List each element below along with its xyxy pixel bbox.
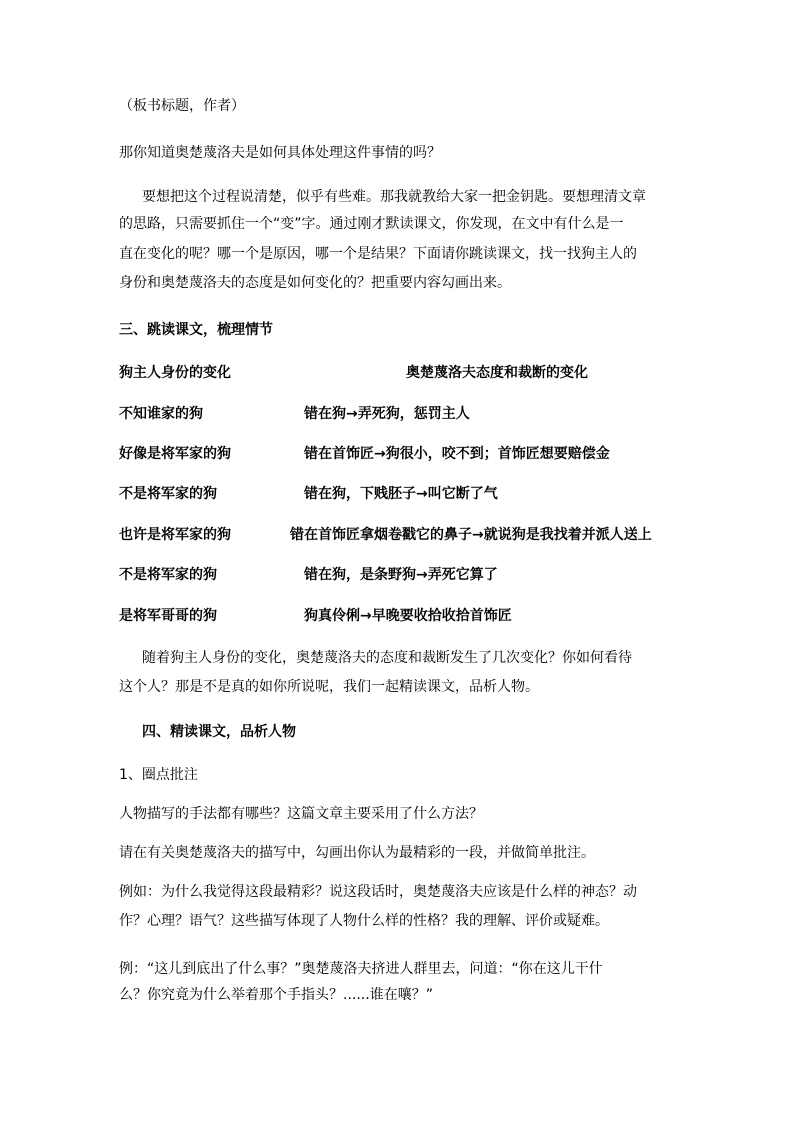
example-2-line-1: 例：“这儿到底出了什么事？”奥楚蔑洛夫挤进人群里去，问道：“你在这儿干什 (119, 961, 603, 977)
item-1-heading: 1、圈点批注 (119, 767, 198, 783)
table-row-5-right: 错在狗，是条野狗→弄死它算了 (304, 567, 498, 583)
section-3-heading: 三、跳读课文，梳理情节 (119, 322, 273, 338)
table-row-5-left: 不是将军家的狗 (119, 567, 217, 583)
paragraph-1-line-3: 直在变化的呢？哪一个是原因，哪一个是结果？下面请你跳读课文，找一找狗主人的 (119, 246, 637, 262)
paragraph-2-line-1: 随着狗主人身份的变化，奥楚蔑洛夫的态度和裁断发生了几次变化？你如何看待 (142, 650, 632, 666)
table-row-2-left: 好像是将军家的狗 (119, 446, 231, 462)
section-4-heading: 四、精读课文，品析人物 (142, 724, 296, 740)
table-row-1-left: 不知谁家的狗 (119, 406, 203, 422)
table-row-3-left: 不是将军家的狗 (119, 486, 217, 502)
example-1-line-2: 作？心理？语气？这些描写体现了人物什么样的性格？我的理解、评价或疑难。 (119, 913, 609, 929)
table-row-4-left: 也许是将军家的狗 (119, 527, 231, 543)
question-line: 那你知道奥楚蔑洛夫是如何具体处理这件事情的吗？ (119, 145, 441, 161)
example-2-line-2: 么？你究竟为什么举着那个手指头？......谁在嚷？” (119, 987, 433, 1003)
example-1-line-1: 例如：为什么我觉得这段最精彩？说这段话时，奥楚蔑洛夫应该是什么样的神态？动 (119, 884, 637, 900)
table-row-2-right: 错在首饰匠→狗很小，咬不到；首饰匠想要赔偿金 (304, 446, 610, 462)
paragraph-1-line-2: 的思路，只需要抓住一个“变”字。通过刚才默读课文，你发现，在文中有什么是一 (119, 216, 624, 232)
table-row-6-right: 狗真伶俐→早晚要收拾收拾首饰匠 (304, 608, 512, 624)
board-title-note: （板书标题，作者） (119, 98, 245, 114)
paragraph-2-line-2: 这个人？那是不是真的如你所说呢，我们一起精读课文，品析人物。 (119, 679, 539, 695)
table-row-4-right: 错在首饰匠拿烟卷戳它的鼻子→就说狗是我找着并派人送上 (290, 527, 652, 543)
question-1: 人物描写的手法都有哪些？这篇文章主要采用了什么方法？ (119, 806, 483, 822)
question-2: 请在有关奥楚蔑洛夫的描写中，勾画出你认为最精彩的一段，并做简单批注。 (119, 845, 595, 861)
table-header-right: 奥楚蔑洛夫态度和裁断的变化 (406, 365, 588, 381)
table-header-left: 狗主人身份的变化 (119, 365, 231, 381)
paragraph-1-line-1: 要想把这个过程说清楚，似乎有些难。那我就教给大家一把金钥匙。要想理清文章 (142, 189, 646, 205)
table-row-1-right: 错在狗→弄死狗，惩罚主人 (304, 406, 470, 422)
table-row-6-left: 是将军哥哥的狗 (119, 608, 217, 624)
paragraph-1-line-4: 身份和奥楚蔑洛夫的态度是如何变化的？把重要内容勾画出来。 (119, 275, 511, 291)
table-row-3-right: 错在狗，下贱胚子→叫它断了气 (304, 486, 498, 502)
